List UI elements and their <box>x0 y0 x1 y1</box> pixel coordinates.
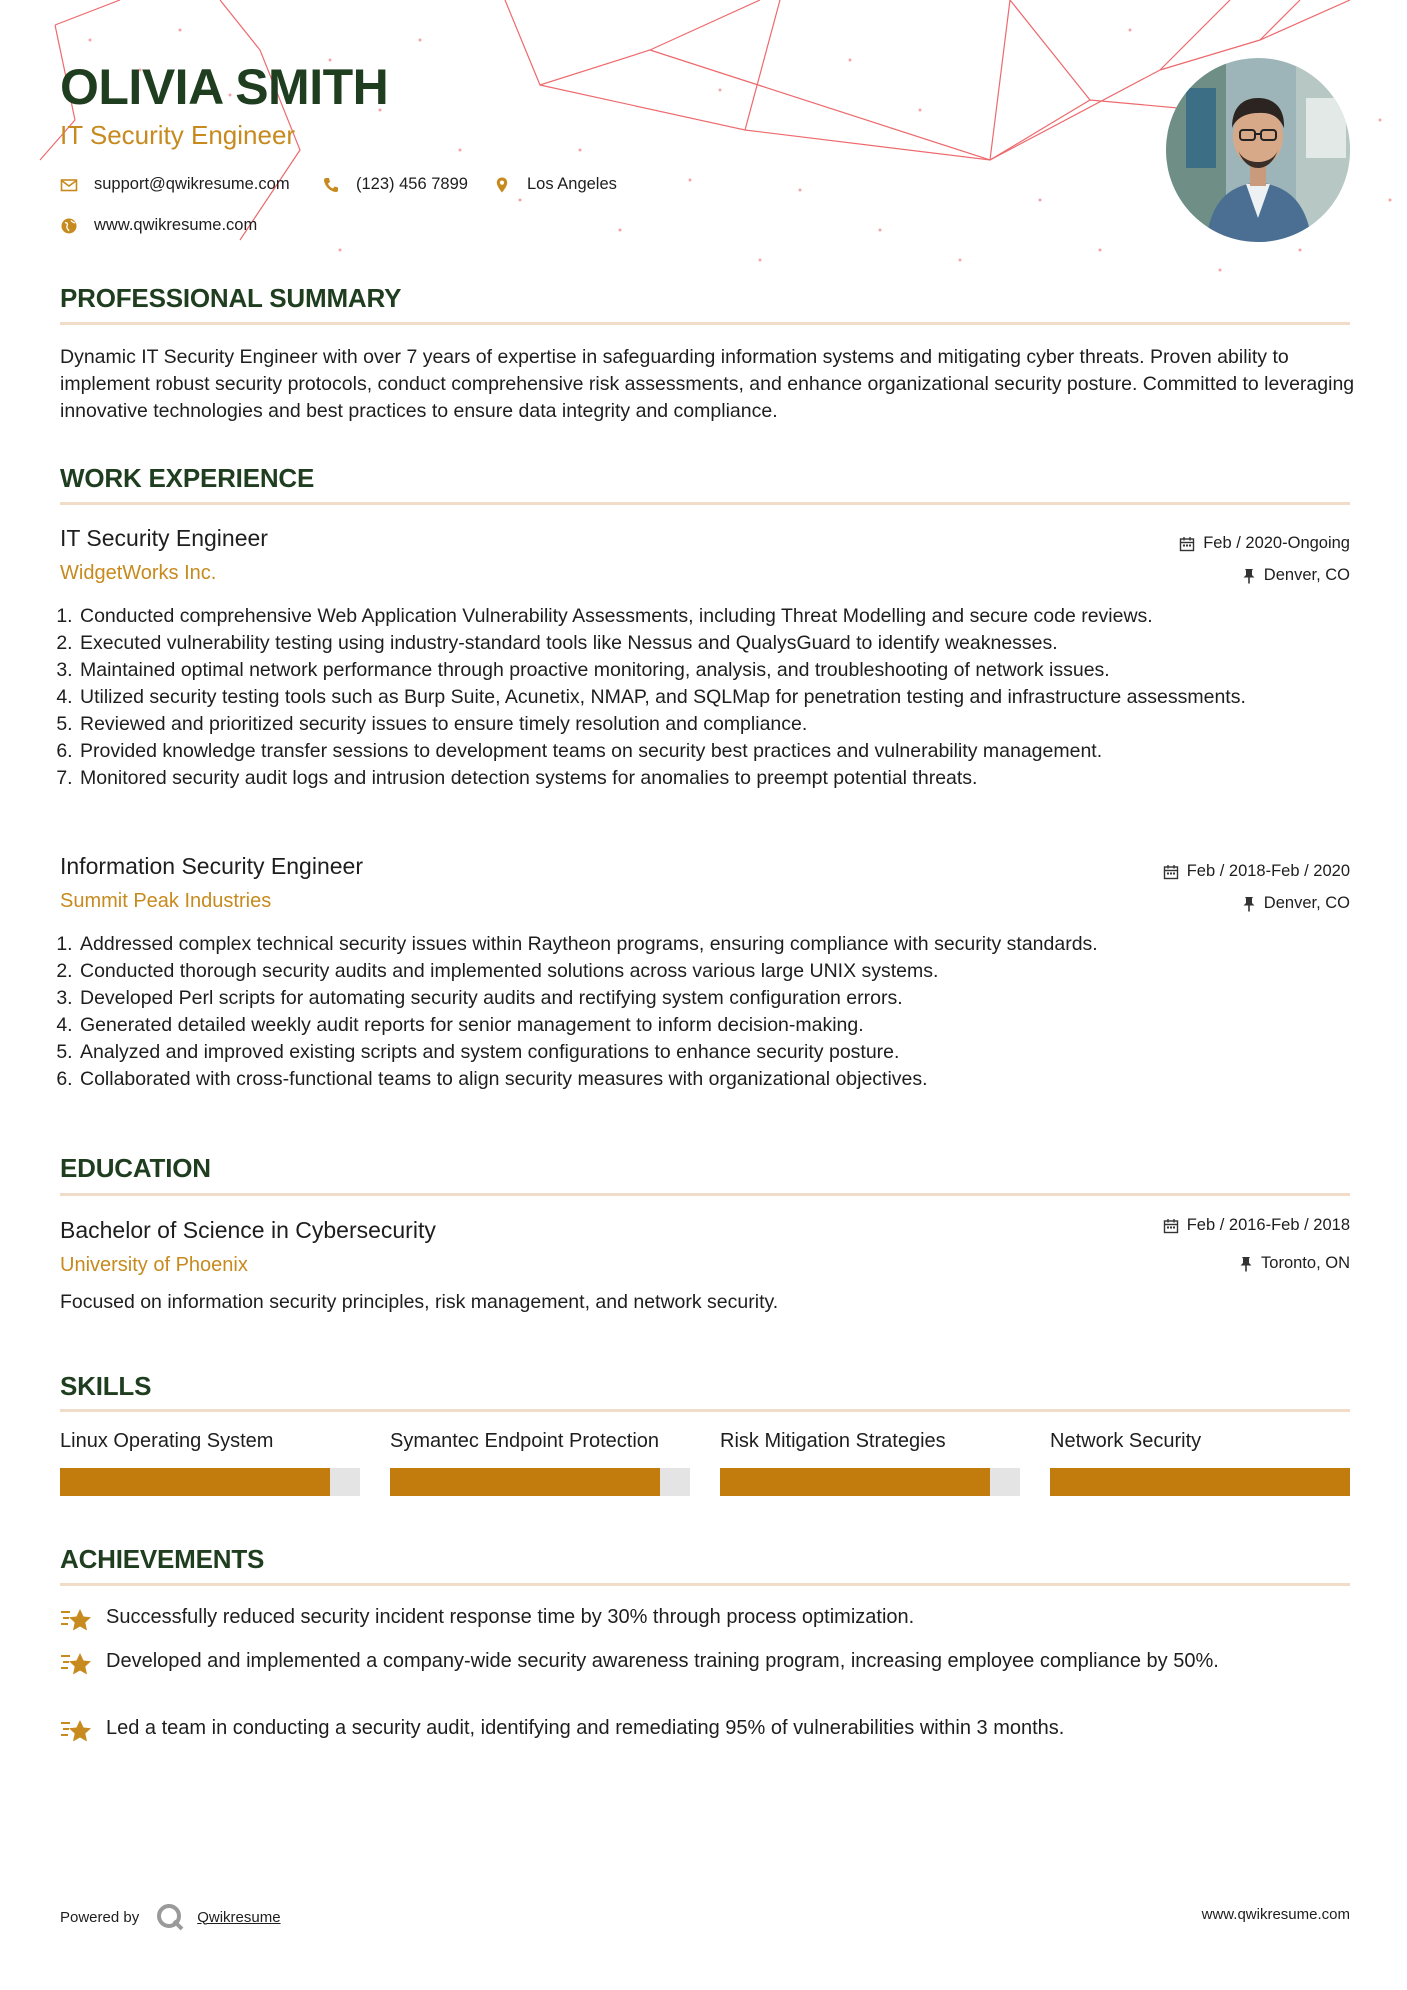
skill-label: Network Security <box>1050 1430 1202 1452</box>
list-item: 6. Collaborated with cross-functional teams to align security measures with organizational objectives. <box>78 1066 1368 1093</box>
achievement-item <box>60 1715 1350 1745</box>
skill-level-bar <box>720 1468 1020 1496</box>
skill-item <box>1050 1430 1350 1496</box>
list-item: 3. Maintained optimal network performance through proactive monitoring, analysis, and troubleshooting of network issues. <box>78 657 1368 684</box>
list-item: 3. Developed Perl scripts for automating security audits and rectifying system configuration errors. <box>78 985 1368 1012</box>
footer-powered-by <box>60 1902 281 1932</box>
star-badge-icon <box>60 1650 92 1678</box>
skill-label: Linux Operating System <box>60 1430 274 1452</box>
qwikresume-logo-icon <box>155 1902 185 1932</box>
calendar-icon <box>1163 864 1179 880</box>
email-text: support@qwikresume.com <box>94 175 290 193</box>
skill-level-fill <box>1050 1468 1350 1496</box>
job-dates-text: Feb / 2020-Ongoing <box>1203 534 1350 552</box>
job-title: IT Security Engineer <box>60 525 268 551</box>
powered-by-label: Powered by <box>60 1908 140 1926</box>
phone-text: (123) 456 7899 <box>356 175 468 193</box>
skill-level-fill <box>60 1468 330 1496</box>
job-location-text: Denver, CO <box>1263 566 1350 584</box>
summary-text: Dynamic IT Security Engineer with over 7 years of expertise in safeguarding information systems and mitigating cyber threats. Proven ability to implement robust security protocols, conduct comprehensive risk assessments, and enhance organizational security posture. Committed to leveraging innovative technologies and best practices to ensure data integrity and compliance. <box>60 346 1355 422</box>
section-title-experience: WORK EXPERIENCE <box>60 463 315 493</box>
section-title-skills: SKILLS <box>60 1371 152 1401</box>
phone-icon <box>322 176 340 194</box>
degree-title: Bachelor of Science in Cybersecurity <box>60 1217 436 1243</box>
list-item: 4. Generated detailed weekly audit reports for senior management to inform decision-making. <box>78 1012 1368 1039</box>
section-divider <box>60 1193 1350 1196</box>
job-responsibilities <box>60 603 1368 792</box>
skill-item <box>390 1430 690 1496</box>
achievement-text: Successfully reduced security incident response time by 30% through process optimization. <box>106 1606 915 1628</box>
education-dates <box>1163 1216 1350 1235</box>
list-item: 7. Monitored security audit logs and intrusion detection systems for anomalies to preempt potential threats. <box>78 765 1368 792</box>
section-title-summary: PROFESSIONAL SUMMARY <box>60 283 402 313</box>
candidate-title: IT Security Engineer <box>60 120 296 150</box>
job-responsibilities <box>60 931 1368 1093</box>
job-location-text: Denver, CO <box>1263 894 1350 912</box>
globe-icon <box>60 217 78 235</box>
location-text: Los Angeles <box>527 175 617 193</box>
section-divider <box>60 1583 1350 1586</box>
pushpin-icon <box>1242 896 1256 912</box>
calendar-icon <box>1163 1218 1179 1234</box>
profile-photo <box>1166 58 1350 242</box>
list-item: 2. Conducted thorough security audits and implemented solutions across various large UNIX systems. <box>78 958 1368 985</box>
qwikresume-link[interactable]: Qwikresume <box>197 1908 281 1926</box>
calendar-icon <box>1179 536 1195 552</box>
skill-item <box>60 1430 360 1496</box>
map-pin-icon <box>493 176 511 194</box>
school-name: University of Phoenix <box>60 1254 248 1276</box>
skill-level-bar <box>390 1468 690 1496</box>
section-divider <box>60 322 1350 325</box>
list-item: 5. Reviewed and prioritized security issues to ensure timely resolution and compliance. <box>78 711 1368 738</box>
job-title: Information Security Engineer <box>60 853 363 879</box>
section-title-education: EDUCATION <box>60 1153 211 1183</box>
education-location <box>1239 1254 1350 1273</box>
section-divider <box>60 1409 1350 1412</box>
skill-item <box>720 1430 1020 1496</box>
list-item: 2. Executed vulnerability testing using industry-standard tools like Nessus and QualysGuard to identify weaknesses. <box>78 630 1368 657</box>
achievement-text: Led a team in conducting a security audit, identifying and remediating 95% of vulnerabilities within 3 months. <box>106 1717 1065 1739</box>
list-item: 6. Provided knowledge transfer sessions to development teams on security best practices and vulnerability management. <box>78 738 1368 765</box>
job-company: WidgetWorks Inc. <box>60 562 217 584</box>
person-portrait-image <box>1166 58 1350 242</box>
list-item: 1. Conducted comprehensive Web Application Vulnerability Assessments, including Threat Modelling and secure code reviews. <box>78 603 1368 630</box>
website-text: www.qwikresume.com <box>94 216 258 234</box>
job-dates <box>1163 862 1350 881</box>
job-dates <box>1179 534 1350 553</box>
education-location-text: Toronto, ON <box>1261 1254 1350 1272</box>
candidate-name: OLIVIA SMITH <box>60 59 389 115</box>
skill-label: Symantec Endpoint Protection <box>390 1430 660 1452</box>
achievement-item <box>60 1648 1350 1678</box>
contact-phone[interactable] <box>322 175 468 194</box>
star-badge-icon <box>60 1717 92 1745</box>
list-item: 4. Utilized security testing tools such as Burp Suite, Acunetix, NMAP, and SQLMap for penetration testing and infrastructure assessments. <box>78 684 1368 711</box>
skill-level-fill <box>390 1468 660 1496</box>
section-divider <box>60 502 1350 505</box>
job-location <box>1242 566 1350 585</box>
skill-level-fill <box>720 1468 990 1496</box>
star-badge-icon <box>60 1606 92 1634</box>
skill-level-bar <box>60 1468 360 1496</box>
education-dates-text: Feb / 2016-Feb / 2018 <box>1186 1216 1350 1234</box>
contact-email[interactable] <box>60 175 290 194</box>
education-description: Focused on information security principles, risk management, and network security. <box>60 1291 779 1313</box>
pushpin-icon <box>1239 1256 1253 1272</box>
achievement-text: Developed and implemented a company-wide security awareness training program, increasing employee compliance by 50%. <box>106 1650 1219 1672</box>
contact-website[interactable] <box>60 216 257 235</box>
job-dates-text: Feb / 2018-Feb / 2020 <box>1186 862 1350 880</box>
achievement-item <box>60 1604 1350 1634</box>
envelope-icon <box>60 176 78 194</box>
job-location <box>1242 894 1350 913</box>
job-company: Summit Peak Industries <box>60 890 272 912</box>
list-item: 1. Addressed complex technical security issues within Raytheon programs, ensuring compliance with security standards. <box>78 931 1368 958</box>
footer-website-link[interactable]: www.qwikresume.com <box>1201 1906 1350 1923</box>
section-title-achievements: ACHIEVEMENTS <box>60 1544 265 1574</box>
skill-level-bar <box>1050 1468 1350 1496</box>
contact-location <box>493 175 617 194</box>
pushpin-icon <box>1242 568 1256 584</box>
skill-label: Risk Mitigation Strategies <box>720 1430 946 1452</box>
list-item: 5. Analyzed and improved existing scripts and system configurations to enhance security posture. <box>78 1039 1368 1066</box>
